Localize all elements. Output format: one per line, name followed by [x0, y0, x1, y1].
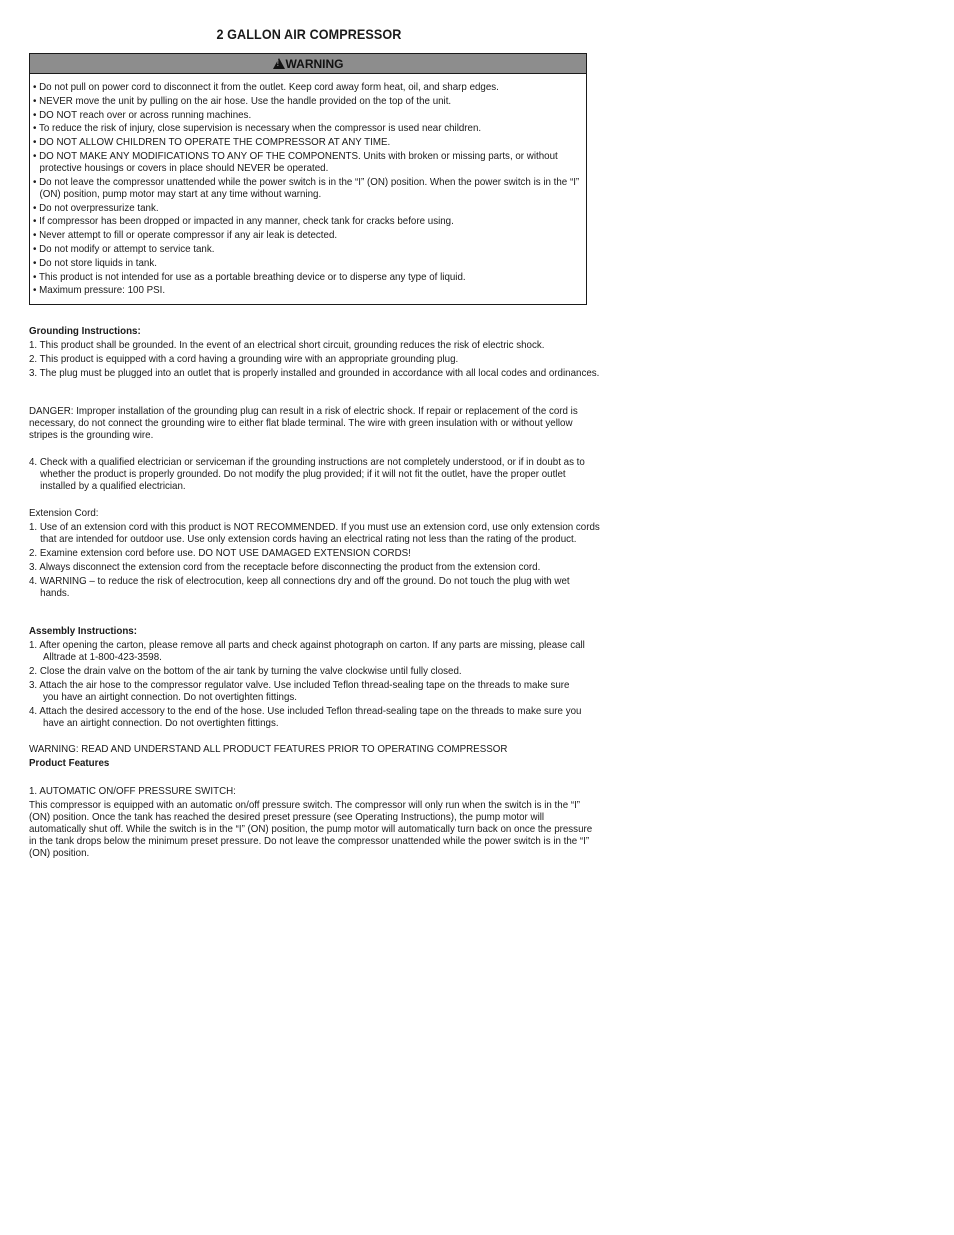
- extension-item: 4. WARNING – to reduce the risk of electrocution, keep all connections dry and off the ground. Do not touch the plug with wet hands.: [29, 575, 570, 599]
- warning-item: • DO NOT reach over or across running machines.: [33, 108, 252, 121]
- grounding-heading: Grounding Instructions:: [29, 325, 141, 337]
- extension-item: 3. Always disconnect the extension cord from the receptacle before disconnecting the product from the extension cord.: [29, 561, 541, 573]
- features-section: [29, 743, 601, 859]
- features-warning-line: WARNING: READ AND UNDERSTAND ALL PRODUCT FEATURES PRIOR TO OPERATING COMPRESSOR: [29, 743, 508, 755]
- warning-item: • To reduce the risk of injury, close supervision is necessary when the compressor is used near children.: [33, 122, 482, 135]
- grounding-item: 2. This product is equipped with a cord having a grounding wire with an appropriate grounding plug.: [29, 353, 459, 365]
- warning-triangle-icon: [273, 58, 285, 69]
- feature-1-description: This compressor is equipped with an automatic on/off pressure switch. The compressor will only run when the switch is in the “I” (ON) position. Once the tank has reached the desired preset pressure (see Operating Instructions), the pump motor will automatically shut off. While the switch is in the “I” (ON) position, the pump motor will automatically turn back on once the pressure in the tank drops below the minimum preset pressure. Do not leave the compressor unattended while the power switch is in the “I” (ON) position.: [29, 799, 593, 859]
- warning-header: [30, 54, 586, 74]
- grounding-item: 3. The plug must be plugged into an outlet that is properly installed and grounded in accordance with all local codes and ordinances.: [29, 367, 600, 379]
- assembly-list: [29, 639, 587, 729]
- grounding-list: [29, 339, 615, 379]
- extension-item: 2. Examine extension cord before use. DO NOT USE DAMAGED EXTENSION CORDS!: [29, 547, 411, 559]
- warning-item: • Do not store liquids in tank.: [33, 256, 157, 269]
- assembly-section: [29, 625, 587, 731]
- grounding-item: 1. This product shall be grounded. In the event of an electrical short circuit, grounding reduces the risk of electric shock.: [29, 339, 545, 351]
- assembly-heading: Assembly Instructions:: [29, 625, 137, 637]
- grounding-item-4-block: [29, 456, 587, 494]
- assembly-item: 3. Attach the air hose to the compressor regulator valve. Use included Teflon thread-sealing tape on the threads to make sure you have an airtight connection. Do not overtighten fittings.: [29, 679, 570, 703]
- extension-section: [29, 507, 601, 601]
- grounding-danger: DANGER: Improper installation of the grounding plug can result in a risk of electric shock. If repair or replacement of the cord is necessary, do not connect the grounding wire to either flat blade terminal. The wire with green insulation with or without yellow stripes is the grounding wire.: [29, 405, 578, 441]
- extension-heading: Extension Cord:: [29, 507, 99, 519]
- grounding-section: [29, 325, 615, 381]
- warning-item: • Maximum pressure: 100 PSI.: [33, 284, 166, 297]
- warning-item: • Do not leave the compressor unattended while the power switch is in the “I” (ON) position. When the power switch is in the “I” (ON) position, pump motor may start at any time without warning.: [33, 175, 580, 200]
- extension-item: 1. Use of an extension cord with this product is NOT RECOMMENDED. If you must use an extension cord, use only extension cords that are intended for outdoor use. Use only extension cords having an electrical rating not less than the rating of the product.: [29, 521, 600, 545]
- extension-list: [29, 521, 601, 599]
- feature-1-title: 1. AUTOMATIC ON/OFF PRESSURE SWITCH:: [29, 785, 236, 797]
- warning-item: • Do not modify or attempt to service tank.: [33, 242, 215, 255]
- warning-list: [30, 74, 586, 296]
- warning-item: • This product is not intended for use as a portable breathing device or to disperse any type of liquid.: [33, 270, 466, 283]
- warning-item: • Never attempt to fill or operate compressor if any air leak is detected.: [33, 229, 338, 242]
- warning-header-label: WARNING: [285, 56, 344, 71]
- grounding-item: 4. Check with a qualified electrician or serviceman if the grounding instructions are not completely understood, or if in doubt as to whether the product is properly grounded. Do not modify the plug provided; if it will not fit the outlet, have the proper outlet installed by a qualified electrician.: [29, 456, 585, 492]
- warning-item: • Do not overpressurize tank.: [33, 201, 159, 214]
- warning-item: • DO NOT MAKE ANY MODIFICATIONS TO ANY OF THE COMPONENTS. Units with broken or missing parts, or without protective housings or covers in place should NEVER be operated.: [33, 149, 558, 174]
- assembly-item: 1. After opening the carton, please remove all parts and check against photograph on carton. If any parts are missing, please call Alltrade at 1-800-423-3598.: [29, 639, 585, 663]
- grounding-list-cont: [29, 456, 587, 492]
- warning-item: • If compressor has been dropped or impacted in any manner, check tank for cracks before using.: [33, 215, 454, 228]
- warning-item: • Do not pull on power cord to disconnect it from the outlet. Keep cord away form heat, oil, and sharp edges.: [33, 81, 499, 93]
- assembly-item: 2. Close the drain valve on the bottom of the air tank by turning the valve clockwise until fully closed.: [29, 665, 462, 677]
- warning-item: • NEVER move the unit by pulling on the air hose. Use the handle provided on the top of the unit.: [33, 94, 452, 107]
- page-title: 2 GALLON AIR COMPRESSOR: [216, 26, 402, 42]
- warning-box: [29, 53, 587, 305]
- features-heading: Product Features: [29, 757, 110, 769]
- warning-item: • DO NOT ALLOW CHILDREN TO OPERATE THE COMPRESSOR AT ANY TIME.: [33, 136, 391, 149]
- assembly-item: 4. Attach the desired accessory to the end of the hose. Use included Teflon thread-sealing tape on the threads to make sure you have an airtight connection. Do not overtighten fittings.: [29, 705, 582, 729]
